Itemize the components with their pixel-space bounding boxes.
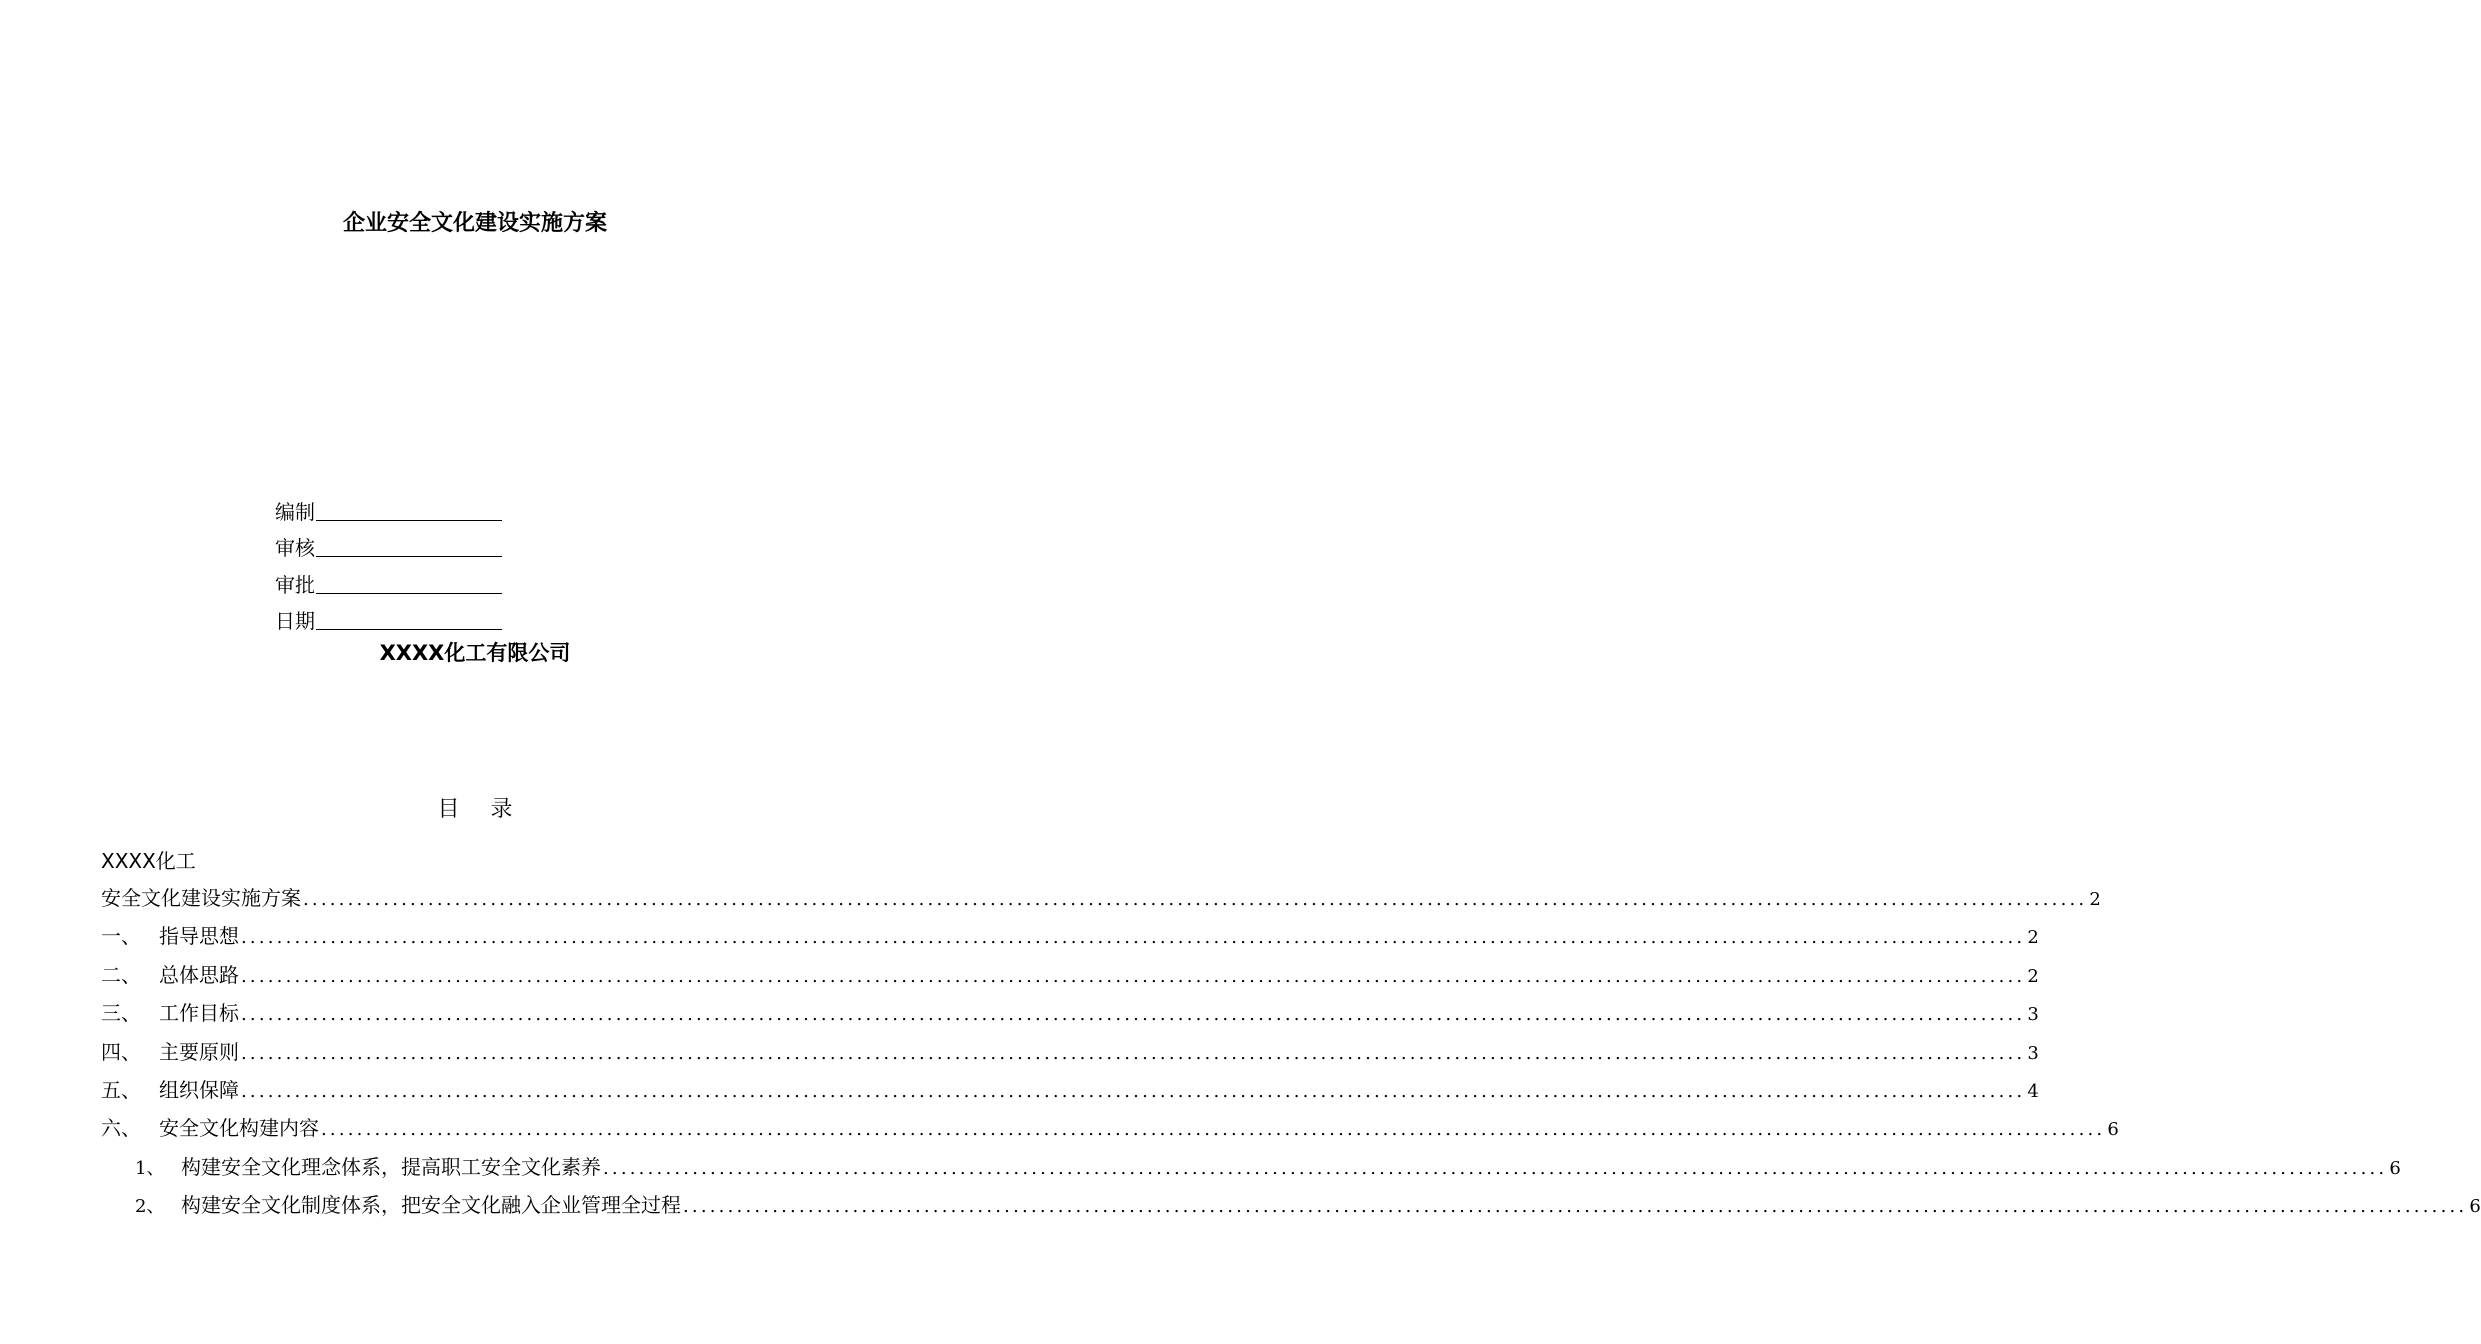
company-name: XXXX化工有限公司 bbox=[379, 641, 571, 665]
toc-entry[interactable] bbox=[101, 960, 2039, 998]
toc-entry[interactable] bbox=[101, 1075, 2039, 1113]
document-title: 企业安全文化建设实施方案 bbox=[342, 211, 607, 236]
sign-row-date bbox=[275, 600, 535, 637]
toc-entry[interactable] bbox=[101, 883, 2101, 921]
toc-dot-leader: ........................................................................................................................................................................................................ bbox=[241, 1004, 2026, 1026]
toc-heading: 目 录 bbox=[437, 797, 525, 822]
toc-page-number: 4 bbox=[2027, 1080, 2039, 1102]
toc-entry-title: 构建安全文化制度体系，把安全文化融入企业管理全过程 bbox=[181, 1193, 681, 1218]
toc-entry[interactable] bbox=[101, 1113, 2119, 1151]
toc-dot-leader: ........................................................................................................................................................................................................ bbox=[241, 927, 2026, 949]
toc-entry-number: 四、 bbox=[101, 1039, 141, 1064]
sign-label: 审批 bbox=[275, 572, 315, 597]
toc-page-number: 6 bbox=[2107, 1119, 2119, 1141]
toc-entry-number: 六、 bbox=[101, 1116, 141, 1141]
toc-prefix-line: XXXX化工 bbox=[101, 849, 196, 873]
toc-entry-title: 安全文化建设实施方案 bbox=[101, 886, 301, 910]
sign-row-approve bbox=[275, 563, 535, 600]
toc-entry-number: 一、 bbox=[101, 924, 141, 949]
toc-entry-number: 2、 bbox=[135, 1196, 165, 1218]
toc-dot-leader: ........................................................................................................................................................................................................ bbox=[683, 1196, 2468, 1218]
sign-label: 审核 bbox=[275, 536, 315, 560]
toc-entry-number: 二、 bbox=[101, 962, 141, 987]
toc-entry[interactable] bbox=[101, 1190, 2481, 1228]
toc-page-number: 2 bbox=[2027, 927, 2039, 949]
toc-entry[interactable] bbox=[101, 1152, 2401, 1190]
toc-entry[interactable] bbox=[101, 998, 2039, 1036]
toc-entry-title: 指导思想 bbox=[159, 924, 239, 949]
sign-label: 日期 bbox=[275, 609, 315, 633]
toc-entry-number: 1、 bbox=[135, 1157, 165, 1179]
toc-entry-number: 三、 bbox=[101, 1001, 141, 1026]
toc-page-number: 3 bbox=[2027, 1004, 2039, 1026]
sign-underline bbox=[316, 593, 502, 594]
toc-page-number: 6 bbox=[2469, 1196, 2481, 1218]
toc-dot-leader: ........................................................................................................................................................................................................ bbox=[321, 1119, 2106, 1141]
sign-row-review bbox=[275, 527, 535, 564]
toc-entry-number: 五、 bbox=[101, 1077, 141, 1102]
sign-label: 编制 bbox=[275, 499, 315, 524]
toc-page-number: 2 bbox=[2027, 965, 2039, 987]
signature-block bbox=[275, 490, 535, 636]
toc-page-number: 6 bbox=[2389, 1157, 2401, 1179]
toc-page-number: 2 bbox=[2089, 889, 2101, 910]
toc-dot-leader: ........................................................................................................................................................................................................ bbox=[603, 1157, 2388, 1179]
toc-dot-leader: ........................................................................................................................................................................................................ bbox=[241, 965, 2026, 987]
toc-entry-title: 构建安全文化理念体系，提高职工安全文化素养 bbox=[181, 1154, 601, 1179]
toc-entry-title: 主要原则 bbox=[159, 1039, 239, 1064]
table-of-contents bbox=[101, 883, 2481, 1229]
sign-row-compile bbox=[275, 490, 535, 527]
toc-entry-title: 工作目标 bbox=[159, 1001, 239, 1026]
sign-underline bbox=[316, 556, 502, 557]
toc-entry[interactable] bbox=[101, 1037, 2039, 1075]
toc-entry-title: 安全文化构建内容 bbox=[159, 1116, 319, 1141]
toc-entry-title: 组织保障 bbox=[159, 1077, 239, 1102]
toc-entry-title: 总体思路 bbox=[159, 962, 239, 987]
toc-page-number: 3 bbox=[2027, 1042, 2039, 1064]
toc-dot-leader: ........................................................................................................................................................................................................ bbox=[241, 1042, 2026, 1064]
toc-dot-leader: ........................................................................................................................................................................................................ bbox=[303, 889, 2088, 910]
sign-underline bbox=[316, 520, 502, 521]
toc-entry[interactable] bbox=[101, 921, 2039, 959]
sign-underline bbox=[316, 629, 502, 630]
toc-dot-leader: ........................................................................................................................................................................................................ bbox=[241, 1080, 2026, 1102]
